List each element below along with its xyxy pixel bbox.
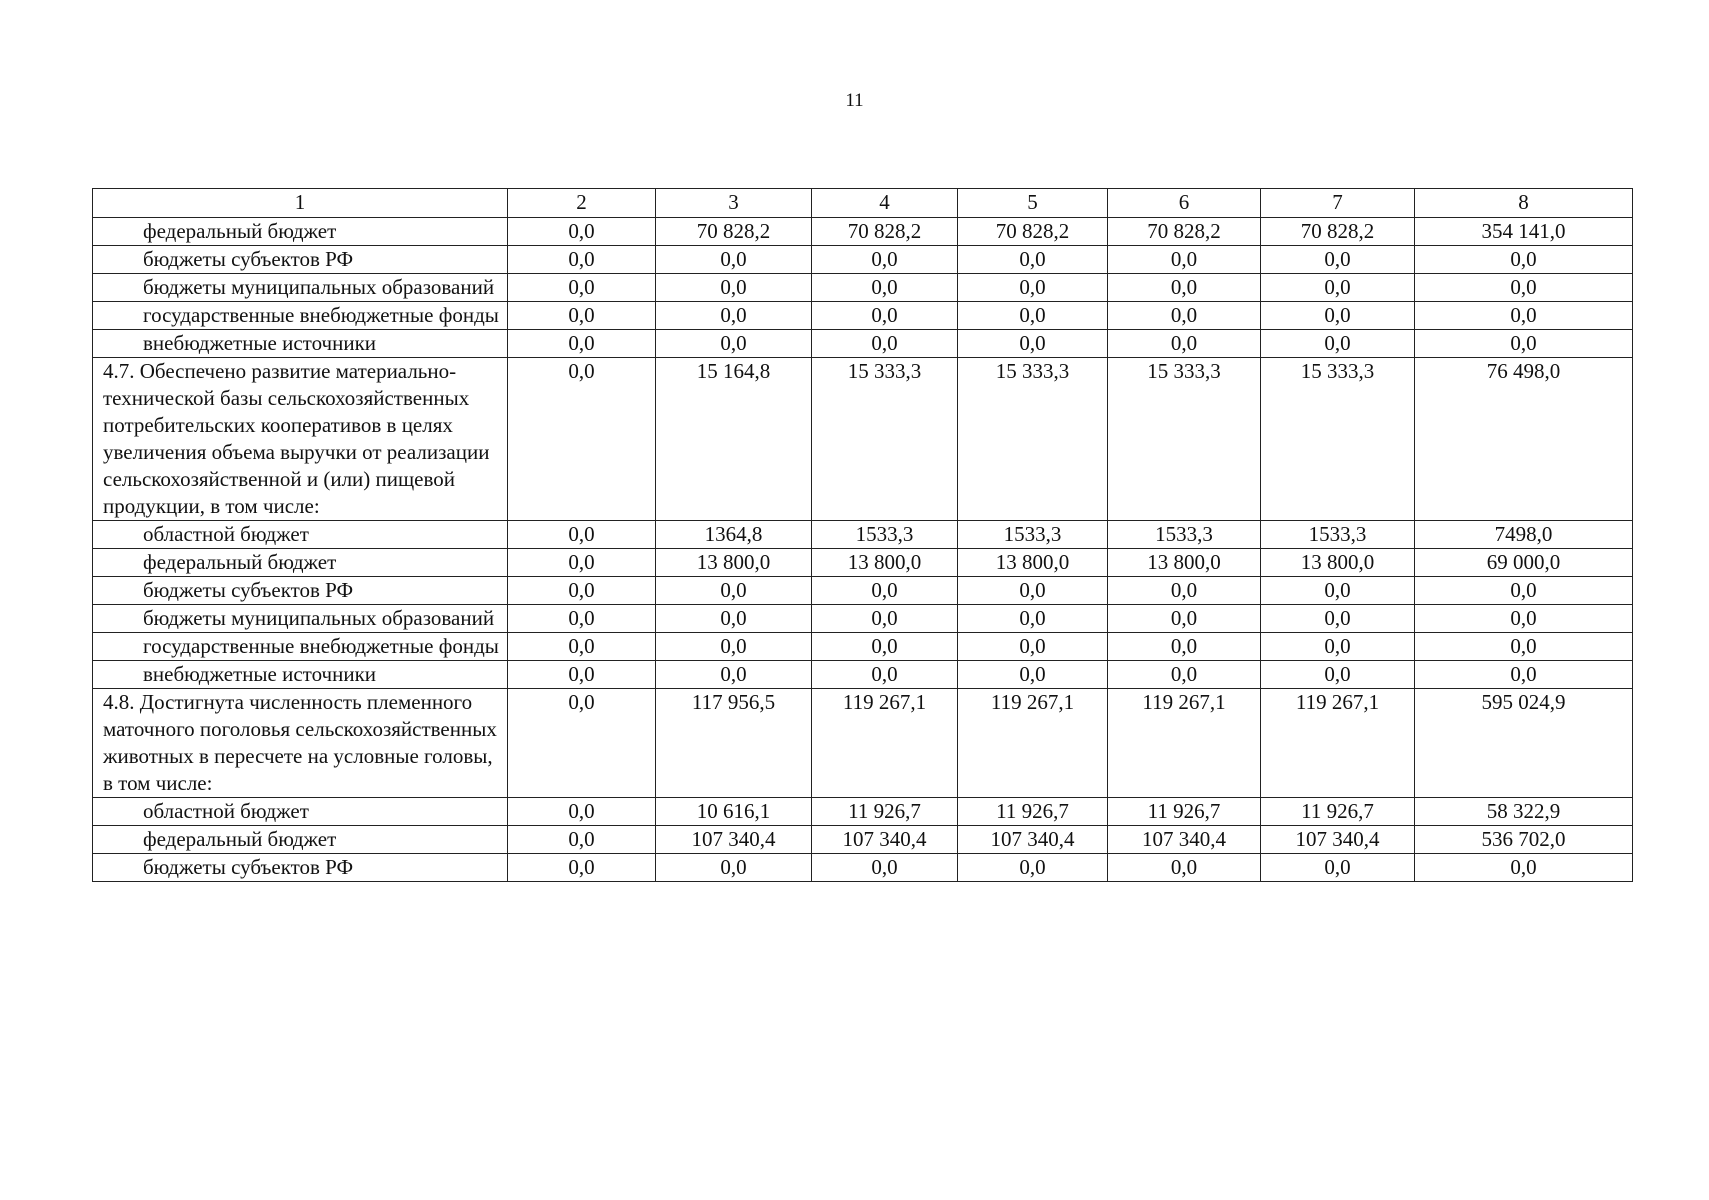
table-cell-value: 0,0	[1108, 274, 1261, 302]
table-body	[93, 218, 1633, 882]
table-cell-value: 0,0	[812, 854, 958, 882]
table-cell-value: 119 267,1	[812, 689, 958, 798]
table-cell-value: 15 333,3	[1108, 358, 1261, 521]
table-cell-value: 0,0	[812, 330, 958, 358]
table-cell-value: 0,0	[656, 661, 812, 689]
table-cell-value: 0,0	[508, 302, 656, 330]
table-row	[93, 549, 1633, 577]
table-cell-value: 0,0	[1415, 605, 1633, 633]
table-row	[93, 218, 1633, 246]
table-cell-value: 13 800,0	[958, 549, 1108, 577]
table-cell-value: 0,0	[656, 302, 812, 330]
table-cell-value: 119 267,1	[958, 689, 1108, 798]
table-cell-value: 10 616,1	[656, 798, 812, 826]
table-cell-value: 0,0	[1108, 605, 1261, 633]
column-header: 4	[812, 189, 958, 218]
table-cell-value: 0,0	[508, 218, 656, 246]
table-cell-value: 0,0	[1415, 302, 1633, 330]
table-cell-value: 70 828,2	[656, 218, 812, 246]
table-cell-value: 0,0	[656, 854, 812, 882]
row-label-subitem: бюджеты муниципальных образований	[93, 605, 508, 633]
table-cell-value: 1533,3	[1261, 521, 1415, 549]
table-cell-value: 0,0	[508, 577, 656, 605]
table-cell-value: 0,0	[508, 633, 656, 661]
table-cell-value: 0,0	[1108, 661, 1261, 689]
table-cell-value: 0,0	[508, 854, 656, 882]
table-cell-value: 70 828,2	[812, 218, 958, 246]
table-cell-value: 0,0	[508, 549, 656, 577]
table-cell-value: 536 702,0	[1415, 826, 1633, 854]
table-cell-value: 0,0	[958, 274, 1108, 302]
table-cell-value: 107 340,4	[812, 826, 958, 854]
table-cell-value: 0,0	[1108, 633, 1261, 661]
table-row	[93, 246, 1633, 274]
table-cell-value: 354 141,0	[1415, 218, 1633, 246]
table-row	[93, 577, 1633, 605]
table-cell-value: 0,0	[1261, 302, 1415, 330]
table-cell-value: 0,0	[1261, 274, 1415, 302]
table-cell-value: 0,0	[508, 246, 656, 274]
table-cell-value: 0,0	[508, 661, 656, 689]
column-header: 5	[958, 189, 1108, 218]
table-cell-value: 11 926,7	[1108, 798, 1261, 826]
table-cell-value: 0,0	[656, 274, 812, 302]
table-cell-value: 107 340,4	[1261, 826, 1415, 854]
row-label-subitem: федеральный бюджет	[93, 826, 508, 854]
table-cell-value: 0,0	[958, 330, 1108, 358]
table-cell-value: 0,0	[958, 854, 1108, 882]
table-cell-value: 0,0	[812, 633, 958, 661]
table-cell-value: 0,0	[1415, 274, 1633, 302]
table-cell-value: 15 333,3	[1261, 358, 1415, 521]
table-row	[93, 798, 1633, 826]
table-cell-value: 11 926,7	[812, 798, 958, 826]
table-cell-value: 0,0	[508, 689, 656, 798]
table-cell-value: 0,0	[508, 826, 656, 854]
table-cell-value: 0,0	[1415, 661, 1633, 689]
table-cell-value: 0,0	[1415, 577, 1633, 605]
table-cell-value: 0,0	[812, 605, 958, 633]
table-cell-value: 107 340,4	[958, 826, 1108, 854]
table-row	[93, 605, 1633, 633]
table-cell-value: 0,0	[508, 605, 656, 633]
table-cell-value: 0,0	[656, 633, 812, 661]
table-cell-value: 0,0	[1415, 854, 1633, 882]
table-cell-value: 15 333,3	[958, 358, 1108, 521]
column-header: 8	[1415, 189, 1633, 218]
table-cell-value: 58 322,9	[1415, 798, 1633, 826]
budget-table	[92, 188, 1633, 882]
table-cell-value: 1533,3	[812, 521, 958, 549]
page-number: 11	[845, 90, 864, 111]
table-cell-value: 70 828,2	[958, 218, 1108, 246]
table-cell-value: 0,0	[656, 246, 812, 274]
table-cell-value: 0,0	[508, 330, 656, 358]
table-row	[93, 854, 1633, 882]
row-label-subitem: федеральный бюджет	[93, 218, 508, 246]
table-row	[93, 689, 1633, 798]
table-cell-value: 0,0	[958, 605, 1108, 633]
table-cell-value: 13 800,0	[812, 549, 958, 577]
row-label-subitem: областной бюджет	[93, 521, 508, 549]
row-label-subitem: бюджеты субъектов РФ	[93, 577, 508, 605]
table-cell-value: 0,0	[1415, 246, 1633, 274]
table-cell-value: 1364,8	[656, 521, 812, 549]
table-cell-value: 0,0	[1415, 330, 1633, 358]
row-label-subitem: бюджеты субъектов РФ	[93, 854, 508, 882]
table-cell-value: 11 926,7	[958, 798, 1108, 826]
table-cell-value: 7498,0	[1415, 521, 1633, 549]
row-label-subitem: федеральный бюджет	[93, 549, 508, 577]
row-label-subitem: бюджеты субъектов РФ	[93, 246, 508, 274]
table-cell-value: 0,0	[958, 577, 1108, 605]
table-row	[93, 826, 1633, 854]
table-cell-value: 0,0	[1415, 633, 1633, 661]
table-cell-value: 70 828,2	[1261, 218, 1415, 246]
table-cell-value: 0,0	[508, 274, 656, 302]
header-row	[93, 189, 1633, 218]
table-cell-value: 13 800,0	[656, 549, 812, 577]
table-cell-value: 0,0	[958, 246, 1108, 274]
row-label-subitem: бюджеты муниципальных образований	[93, 274, 508, 302]
table-cell-value: 119 267,1	[1261, 689, 1415, 798]
row-label-item: 4.7. Обеспечено развитие материально-технической базы сельскохозяйственных потребительских кооперативов в целях увеличения объема выручки от реализации сельскохозяйственной и (или) пищевой продукции, в том числе:	[93, 358, 508, 521]
table-cell-value: 0,0	[1108, 302, 1261, 330]
table-cell-value: 0,0	[958, 302, 1108, 330]
table-cell-value: 107 340,4	[656, 826, 812, 854]
table-cell-value: 0,0	[1261, 330, 1415, 358]
table-row	[93, 302, 1633, 330]
table-cell-value: 1533,3	[1108, 521, 1261, 549]
table-cell-value: 0,0	[1108, 854, 1261, 882]
table-cell-value: 0,0	[812, 661, 958, 689]
table-cell-value: 0,0	[812, 302, 958, 330]
table-cell-value: 0,0	[958, 661, 1108, 689]
row-label-subitem: областной бюджет	[93, 798, 508, 826]
table-row	[93, 274, 1633, 302]
table-row	[93, 633, 1633, 661]
row-label-item: 4.8. Достигнута численность племенного маточного поголовья сельскохозяйственных животных в пересчете на условные головы, в том числе:	[93, 689, 508, 798]
table-cell-value: 0,0	[1261, 577, 1415, 605]
table-cell-value: 0,0	[1261, 633, 1415, 661]
table-row	[93, 521, 1633, 549]
row-label-subitem: государственные внебюджетные фонды	[93, 633, 508, 661]
row-label-subitem: внебюджетные источники	[93, 330, 508, 358]
table-cell-value: 0,0	[656, 577, 812, 605]
table-cell-value: 1533,3	[958, 521, 1108, 549]
column-header: 7	[1261, 189, 1415, 218]
column-header: 2	[508, 189, 656, 218]
table-cell-value: 0,0	[1261, 661, 1415, 689]
table-cell-value: 76 498,0	[1415, 358, 1633, 521]
table-cell-value: 0,0	[1261, 605, 1415, 633]
table-cell-value: 595 024,9	[1415, 689, 1633, 798]
table-cell-value: 0,0	[656, 330, 812, 358]
table-cell-value: 0,0	[656, 605, 812, 633]
table-cell-value: 70 828,2	[1108, 218, 1261, 246]
table-cell-value: 15 333,3	[812, 358, 958, 521]
column-header: 3	[656, 189, 812, 218]
table-cell-value: 15 164,8	[656, 358, 812, 521]
table-cell-value: 0,0	[1108, 330, 1261, 358]
table-row	[93, 661, 1633, 689]
table-cell-value: 0,0	[1261, 246, 1415, 274]
table-row	[93, 358, 1633, 521]
table-cell-value: 117 956,5	[656, 689, 812, 798]
table-header	[93, 189, 1633, 218]
table-cell-value: 0,0	[508, 358, 656, 521]
table-cell-value: 119 267,1	[1108, 689, 1261, 798]
table-row	[93, 330, 1633, 358]
table-cell-value: 11 926,7	[1261, 798, 1415, 826]
table-cell-value: 0,0	[1261, 854, 1415, 882]
row-label-subitem: внебюджетные источники	[93, 661, 508, 689]
table-cell-value: 13 800,0	[1261, 549, 1415, 577]
table-cell-value: 0,0	[812, 246, 958, 274]
row-label-subitem: государственные внебюджетные фонды	[93, 302, 508, 330]
table-cell-value: 0,0	[812, 274, 958, 302]
table-cell-value: 0,0	[508, 521, 656, 549]
column-header: 6	[1108, 189, 1261, 218]
column-header: 1	[93, 189, 508, 218]
table-cell-value: 0,0	[812, 577, 958, 605]
table-cell-value: 0,0	[508, 798, 656, 826]
table-cell-value: 0,0	[1108, 577, 1261, 605]
table-cell-value: 107 340,4	[1108, 826, 1261, 854]
table-cell-value: 69 000,0	[1415, 549, 1633, 577]
table-cell-value: 0,0	[958, 633, 1108, 661]
table-cell-value: 0,0	[1108, 246, 1261, 274]
table-cell-value: 13 800,0	[1108, 549, 1261, 577]
